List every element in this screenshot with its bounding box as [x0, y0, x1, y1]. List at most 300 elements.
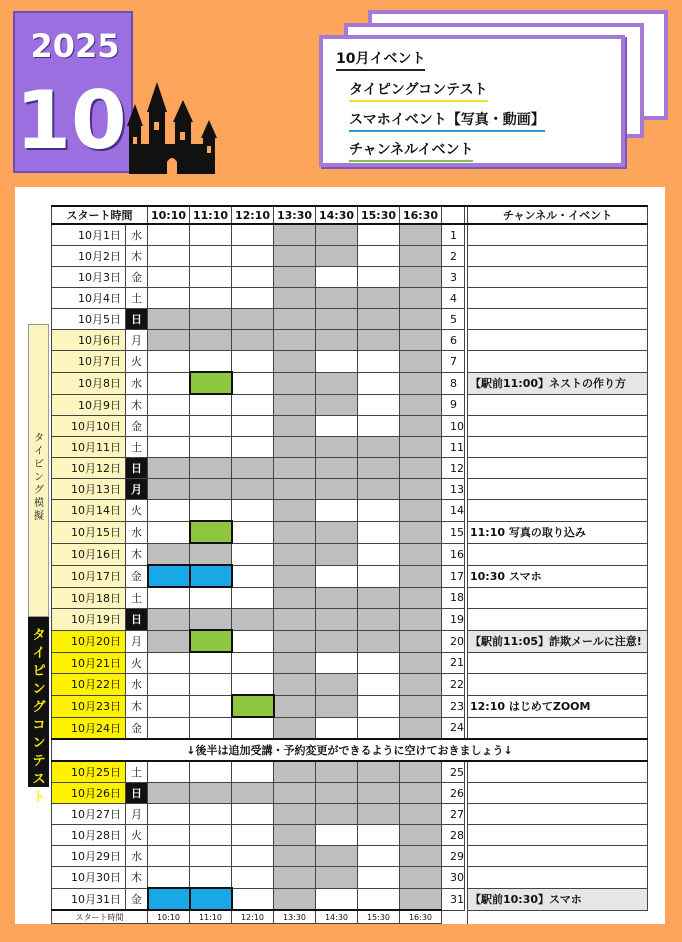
slot-cell[interactable]: [232, 500, 274, 522]
slot-cell[interactable]: [148, 267, 190, 288]
weekday-cell: 日: [126, 458, 148, 479]
slot-closed[interactable]: [400, 652, 442, 674]
slot-closed[interactable]: [274, 783, 316, 804]
time-footer: 10:10: [148, 910, 190, 924]
slot-cell[interactable]: [148, 372, 190, 394]
date-cell: 10月8日: [52, 372, 126, 394]
slot-cell[interactable]: [232, 288, 274, 309]
slot-cell[interactable]: [190, 761, 232, 783]
slot-cell[interactable]: [358, 246, 400, 267]
slot-cell[interactable]: [190, 224, 232, 246]
channel-event-cell: [468, 246, 648, 267]
slot-cell[interactable]: [358, 521, 400, 543]
slot-cell[interactable]: [232, 674, 274, 696]
slot-cell[interactable]: [358, 351, 400, 373]
slot-cell[interactable]: [148, 394, 190, 416]
slot-cell[interactable]: [190, 695, 232, 717]
slot-cell[interactable]: [148, 500, 190, 522]
slot-closed[interactable]: [316, 309, 358, 330]
footer-channel: [468, 910, 648, 924]
time-header: 12:10: [232, 206, 274, 224]
time-header: 10:10: [148, 206, 190, 224]
slot-cell[interactable]: [190, 804, 232, 825]
slot-cell[interactable]: [358, 674, 400, 696]
slot-cell[interactable]: [232, 825, 274, 846]
slot-closed[interactable]: [148, 330, 190, 351]
slot-closed[interactable]: [232, 458, 274, 479]
slot-closed[interactable]: [316, 224, 358, 246]
slot-closed[interactable]: [148, 479, 190, 500]
slot-cell[interactable]: [316, 888, 358, 910]
slot-cell[interactable]: [190, 246, 232, 267]
slot-closed[interactable]: [190, 309, 232, 330]
table-row: [52, 674, 648, 696]
slot-closed[interactable]: [400, 565, 442, 587]
row-number: 7: [442, 351, 465, 373]
row-number: 27: [442, 804, 465, 825]
slot-closed[interactable]: [400, 521, 442, 543]
slot-closed[interactable]: [316, 783, 358, 804]
slot-closed[interactable]: [274, 372, 316, 394]
date-cell: 10月26日: [52, 783, 126, 804]
slot-closed[interactable]: [400, 437, 442, 458]
slot-closed[interactable]: [400, 867, 442, 889]
date-cell: 10月20日: [52, 630, 126, 652]
slot-closed[interactable]: [232, 609, 274, 631]
slot-booked-lesson[interactable]: [232, 695, 274, 717]
slot-closed[interactable]: [400, 695, 442, 717]
slot-closed[interactable]: [316, 437, 358, 458]
slot-closed[interactable]: [274, 846, 316, 867]
schedule-sheet: [15, 187, 665, 924]
channel-event-cell: [468, 224, 648, 246]
slot-cell[interactable]: [358, 500, 400, 522]
time-footer: 15:30: [358, 910, 400, 924]
date-cell: 10月29日: [52, 846, 126, 867]
row-number: 4: [442, 288, 465, 309]
slot-closed[interactable]: [190, 330, 232, 351]
slot-cell[interactable]: [358, 846, 400, 867]
channel-event-cell: [468, 825, 648, 846]
slot-closed[interactable]: [232, 309, 274, 330]
slot-closed[interactable]: [274, 825, 316, 846]
table-row: [52, 288, 648, 309]
slot-closed[interactable]: [274, 458, 316, 479]
channel-event-cell: [468, 500, 648, 522]
slot-closed[interactable]: [400, 267, 442, 288]
slot-cell[interactable]: [358, 394, 400, 416]
slot-cell[interactable]: [148, 674, 190, 696]
time-footer: 16:30: [400, 910, 442, 924]
slot-cell[interactable]: [232, 416, 274, 437]
slot-cell[interactable]: [148, 846, 190, 867]
slot-cell[interactable]: [358, 372, 400, 394]
table-row: [52, 783, 648, 804]
slot-closed[interactable]: [274, 630, 316, 652]
slot-cell[interactable]: [358, 416, 400, 437]
slot-closed[interactable]: [400, 416, 442, 437]
slot-cell[interactable]: [190, 500, 232, 522]
date-cell: 10月15日: [52, 521, 126, 543]
slot-cell[interactable]: [358, 224, 400, 246]
date-cell: 10月24日: [52, 717, 126, 739]
channel-event-cell: [468, 804, 648, 825]
slot-cell[interactable]: [148, 804, 190, 825]
row-number: 21: [442, 652, 465, 674]
event-item-typing: タイピングコンテスト: [349, 79, 488, 102]
slot-closed[interactable]: [148, 609, 190, 631]
slot-closed[interactable]: [316, 372, 358, 394]
slot-closed[interactable]: [232, 330, 274, 351]
slot-booked-lesson[interactable]: [190, 630, 232, 652]
slot-cell[interactable]: [232, 888, 274, 910]
table-row: [52, 630, 648, 652]
slot-cell[interactable]: [232, 351, 274, 373]
slot-closed[interactable]: [316, 521, 358, 543]
slot-closed[interactable]: [316, 609, 358, 631]
slot-cell[interactable]: [232, 521, 274, 543]
slot-closed[interactable]: [358, 330, 400, 351]
slot-cell[interactable]: [316, 565, 358, 587]
channel-event-cell: [468, 479, 648, 500]
slot-booked-lesson[interactable]: [190, 521, 232, 543]
slot-closed[interactable]: [274, 695, 316, 717]
slot-cell[interactable]: [148, 416, 190, 437]
slot-closed[interactable]: [274, 587, 316, 609]
slot-closed[interactable]: [274, 394, 316, 416]
slot-closed[interactable]: [400, 587, 442, 609]
slot-closed[interactable]: [400, 761, 442, 783]
slot-cell[interactable]: [190, 652, 232, 674]
slot-cell[interactable]: [358, 825, 400, 846]
slot-cell[interactable]: [190, 437, 232, 458]
slot-cell[interactable]: [148, 695, 190, 717]
slot-closed[interactable]: [358, 609, 400, 631]
slot-cell[interactable]: [190, 351, 232, 373]
slot-closed[interactable]: [316, 288, 358, 309]
slot-closed[interactable]: [190, 458, 232, 479]
slot-cell[interactable]: [232, 543, 274, 565]
date-cell: 10月22日: [52, 674, 126, 696]
slot-closed[interactable]: [274, 437, 316, 458]
slot-closed[interactable]: [316, 804, 358, 825]
slot-closed[interactable]: [316, 246, 358, 267]
slot-closed[interactable]: [316, 695, 358, 717]
weekday-cell: 月: [126, 330, 148, 351]
slot-cell[interactable]: [232, 867, 274, 889]
slot-closed[interactable]: [316, 867, 358, 889]
slot-closed[interactable]: [274, 288, 316, 309]
slot-closed[interactable]: [316, 630, 358, 652]
slot-closed[interactable]: [400, 246, 442, 267]
slot-closed[interactable]: [358, 630, 400, 652]
weekday-cell: 金: [126, 416, 148, 437]
row-number: 19: [442, 609, 465, 631]
slot-closed[interactable]: [358, 587, 400, 609]
date-cell: 10月10日: [52, 416, 126, 437]
slot-closed[interactable]: [400, 288, 442, 309]
weekday-cell: 金: [126, 717, 148, 739]
date-cell: 10月23日: [52, 695, 126, 717]
slot-booked-lesson[interactable]: [190, 372, 232, 394]
slot-cell[interactable]: [148, 825, 190, 846]
month-label: 10: [15, 74, 127, 167]
slot-closed[interactable]: [274, 761, 316, 783]
slot-cell[interactable]: [190, 288, 232, 309]
slot-cell[interactable]: [316, 500, 358, 522]
slot-cell[interactable]: [190, 867, 232, 889]
slot-cell[interactable]: [148, 224, 190, 246]
slot-cell[interactable]: [148, 351, 190, 373]
channel-event-cell: [468, 587, 648, 609]
slot-cell[interactable]: [232, 437, 274, 458]
slot-cell[interactable]: [232, 652, 274, 674]
slot-cell[interactable]: [190, 587, 232, 609]
table-row: [52, 609, 648, 631]
slot-closed[interactable]: [274, 479, 316, 500]
slot-cell[interactable]: [148, 521, 190, 543]
slot-closed[interactable]: [232, 783, 274, 804]
weekday-cell: 土: [126, 587, 148, 609]
slot-cell[interactable]: [148, 288, 190, 309]
slot-closed[interactable]: [274, 543, 316, 565]
slot-closed[interactable]: [358, 479, 400, 500]
table-row: [52, 394, 648, 416]
date-cell: 10月27日: [52, 804, 126, 825]
slot-booked-smartphone[interactable]: [190, 888, 232, 910]
slot-cell[interactable]: [232, 846, 274, 867]
row-number: 2: [442, 246, 465, 267]
slot-cell[interactable]: [232, 587, 274, 609]
slot-cell[interactable]: [148, 761, 190, 783]
slot-closed[interactable]: [400, 717, 442, 739]
slot-closed[interactable]: [148, 543, 190, 565]
slot-closed[interactable]: [190, 783, 232, 804]
slot-closed[interactable]: [274, 246, 316, 267]
row-number: 28: [442, 825, 465, 846]
slot-booked-smartphone[interactable]: [190, 565, 232, 587]
date-cell: 10月7日: [52, 351, 126, 373]
date-cell: 10月30日: [52, 867, 126, 889]
table-row: [52, 372, 648, 394]
slot-closed[interactable]: [358, 288, 400, 309]
slot-closed[interactable]: [400, 351, 442, 373]
slot-closed[interactable]: [400, 394, 442, 416]
slot-cell[interactable]: [358, 565, 400, 587]
slot-booked-smartphone[interactable]: [148, 565, 190, 587]
date-cell: 10月28日: [52, 825, 126, 846]
slot-closed[interactable]: [400, 630, 442, 652]
channel-event-cell: [468, 416, 648, 437]
channel-event-cell: 【駅前11:05】詐欺メールに注意!: [468, 630, 648, 652]
slot-booked-smartphone[interactable]: [148, 888, 190, 910]
time-header: 11:10: [190, 206, 232, 224]
slot-closed[interactable]: [400, 825, 442, 846]
weekday-cell: 金: [126, 888, 148, 910]
slot-closed[interactable]: [274, 224, 316, 246]
slot-closed[interactable]: [274, 309, 316, 330]
slot-closed[interactable]: [316, 674, 358, 696]
slot-cell[interactable]: [358, 867, 400, 889]
slot-cell[interactable]: [316, 351, 358, 373]
slot-closed[interactable]: [148, 458, 190, 479]
slot-closed[interactable]: [190, 609, 232, 631]
slot-closed[interactable]: [400, 783, 442, 804]
row-number: 12: [442, 458, 465, 479]
slot-closed[interactable]: [274, 521, 316, 543]
slot-closed[interactable]: [400, 804, 442, 825]
slot-closed[interactable]: [400, 309, 442, 330]
slot-cell[interactable]: [148, 246, 190, 267]
slot-closed[interactable]: [316, 543, 358, 565]
slot-cell[interactable]: [232, 565, 274, 587]
channel-event-cell: [468, 846, 648, 867]
slot-cell[interactable]: [190, 674, 232, 696]
date-cell: 10月13日: [52, 479, 126, 500]
date-cell: 10月14日: [52, 500, 126, 522]
slot-closed[interactable]: [274, 717, 316, 739]
weekday-cell: 日: [126, 783, 148, 804]
slot-closed[interactable]: [400, 479, 442, 500]
slot-closed[interactable]: [274, 888, 316, 910]
slot-closed[interactable]: [274, 500, 316, 522]
row-number: 20: [442, 630, 465, 652]
slot-cell[interactable]: [148, 652, 190, 674]
slot-closed[interactable]: [316, 587, 358, 609]
slot-closed[interactable]: [316, 394, 358, 416]
slot-cell[interactable]: [316, 416, 358, 437]
slot-closed[interactable]: [232, 479, 274, 500]
slot-closed[interactable]: [316, 458, 358, 479]
slot-closed[interactable]: [148, 309, 190, 330]
row-number: 13: [442, 479, 465, 500]
slot-closed[interactable]: [190, 479, 232, 500]
table-row: [52, 479, 648, 500]
channel-event-cell: [468, 330, 648, 351]
weekday-cell: 日: [126, 309, 148, 330]
slot-closed[interactable]: [190, 543, 232, 565]
date-cell: 10月21日: [52, 652, 126, 674]
weekday-cell: 木: [126, 394, 148, 416]
weekday-cell: 日: [126, 609, 148, 631]
channel-event-cell: [468, 717, 648, 739]
slot-closed[interactable]: [400, 500, 442, 522]
slot-cell[interactable]: [358, 652, 400, 674]
slot-cell[interactable]: [190, 846, 232, 867]
table-row: [52, 543, 648, 565]
slot-closed[interactable]: [274, 804, 316, 825]
row-number: 16: [442, 543, 465, 565]
slot-closed[interactable]: [358, 804, 400, 825]
slot-closed[interactable]: [400, 888, 442, 910]
slot-closed[interactable]: [274, 267, 316, 288]
slot-closed[interactable]: [400, 458, 442, 479]
slot-cell[interactable]: [358, 695, 400, 717]
slot-cell[interactable]: [190, 267, 232, 288]
weekday-cell: 土: [126, 761, 148, 783]
slot-closed[interactable]: [148, 783, 190, 804]
slot-cell[interactable]: [358, 888, 400, 910]
slot-cell[interactable]: [232, 394, 274, 416]
slot-closed[interactable]: [358, 437, 400, 458]
slot-closed[interactable]: [400, 330, 442, 351]
slot-closed[interactable]: [274, 867, 316, 889]
slot-closed[interactable]: [358, 783, 400, 804]
slot-cell[interactable]: [358, 543, 400, 565]
slot-cell[interactable]: [190, 825, 232, 846]
weekday-cell: 月: [126, 630, 148, 652]
slot-closed[interactable]: [316, 479, 358, 500]
slot-closed[interactable]: [400, 372, 442, 394]
slot-cell[interactable]: [316, 267, 358, 288]
slot-cell[interactable]: [148, 717, 190, 739]
weekday-cell: 火: [126, 825, 148, 846]
slot-closed[interactable]: [400, 674, 442, 696]
slot-closed[interactable]: [400, 543, 442, 565]
slot-cell[interactable]: [232, 717, 274, 739]
slot-closed[interactable]: [358, 309, 400, 330]
date-cell: 10月9日: [52, 394, 126, 416]
event-item-smartphone: スマホイベント【写真・動画】: [349, 109, 545, 132]
slot-cell[interactable]: [232, 267, 274, 288]
slot-cell[interactable]: [148, 437, 190, 458]
channel-event-cell: [468, 761, 648, 783]
slot-cell[interactable]: [316, 717, 358, 739]
slot-closed[interactable]: [316, 330, 358, 351]
castle-icon: [127, 82, 227, 174]
slot-closed[interactable]: [274, 609, 316, 631]
row-number: 6: [442, 330, 465, 351]
slot-closed[interactable]: [358, 458, 400, 479]
slot-closed[interactable]: [316, 761, 358, 783]
slot-cell[interactable]: [148, 867, 190, 889]
slot-closed[interactable]: [274, 565, 316, 587]
table-row: [52, 587, 648, 609]
slot-closed[interactable]: [400, 609, 442, 631]
slot-cell[interactable]: [190, 394, 232, 416]
slot-cell[interactable]: [232, 246, 274, 267]
slot-cell[interactable]: [358, 717, 400, 739]
slot-closed[interactable]: [274, 674, 316, 696]
slot-closed[interactable]: [400, 224, 442, 246]
slot-closed[interactable]: [274, 652, 316, 674]
slot-cell[interactable]: [232, 804, 274, 825]
slot-closed[interactable]: [274, 330, 316, 351]
table-row: [52, 717, 648, 739]
slot-closed[interactable]: [274, 351, 316, 373]
date-cell: 10月11日: [52, 437, 126, 458]
date-cell: 10月6日: [52, 330, 126, 351]
slot-cell[interactable]: [232, 761, 274, 783]
weekday-cell: 火: [126, 500, 148, 522]
channel-event-cell: 【駅前10:30】スマホ: [468, 888, 648, 910]
slot-closed[interactable]: [400, 846, 442, 867]
slot-cell[interactable]: [190, 717, 232, 739]
slot-closed[interactable]: [358, 761, 400, 783]
slot-cell[interactable]: [316, 825, 358, 846]
slot-closed[interactable]: [274, 416, 316, 437]
slot-cell[interactable]: [232, 224, 274, 246]
slot-cell[interactable]: [358, 267, 400, 288]
slot-cell[interactable]: [232, 372, 274, 394]
slot-closed[interactable]: [316, 846, 358, 867]
slot-cell[interactable]: [232, 630, 274, 652]
channel-event-cell: 【駅前11:00】ネストの作り方: [468, 372, 648, 394]
slot-closed[interactable]: [148, 630, 190, 652]
slot-cell[interactable]: [190, 416, 232, 437]
slot-cell[interactable]: [148, 587, 190, 609]
slot-cell[interactable]: [316, 652, 358, 674]
